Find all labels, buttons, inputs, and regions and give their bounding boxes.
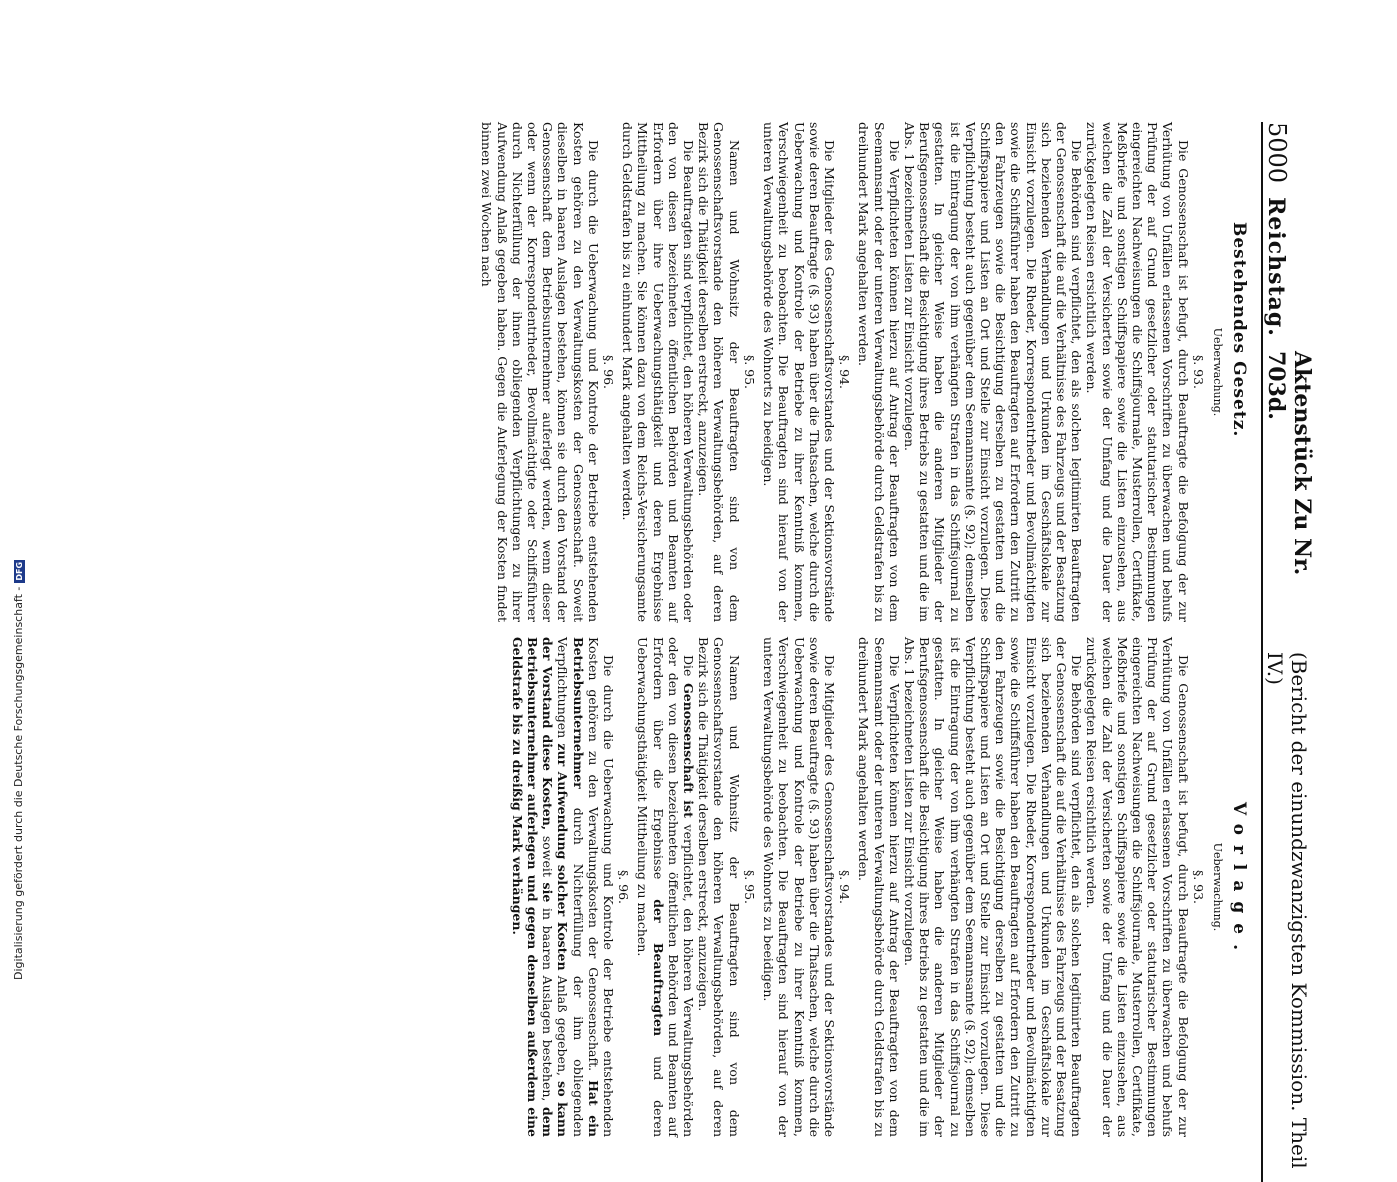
rotated-page [97,82,1315,1169]
bold-text-run: zur Aufwendung solcher Kosten [555,743,571,971]
credit-text: Digitalisierung gefördert durch die Deutsche Forschungsgemeinschaft - [12,586,25,980]
section-number: §. 95. [741,354,757,390]
text-run: Die durch die Ueberwachung und Kontrole der Betriebe entstehenden Kosten gehören zu den Verwaltungskosten der Genossenschaft. [585,637,617,1137]
paragraph [510,637,616,1137]
left-column [479,122,1225,622]
digitization-credit [12,560,25,980]
page-header [1261,122,1315,1182]
bold-text-run: dem Betriebsunternehmer auferlegen und gegen denselben außerdem eine Geldstrafe bis zu dreißig Mark verhängen. [509,637,556,1137]
text-run: soweit [540,835,556,877]
section-number: §. 94. [837,354,853,390]
section-number: §. 95. [741,869,757,905]
bold-text-run: sie [540,882,556,903]
left-column-heading: Bestehendes Gesetz. [1229,222,1249,438]
paragraph [635,637,696,1137]
right-column [510,637,1225,1137]
paragraph: Die durch die Ueberwachung und Kontrole der Betriebe entstehenden Kosten gehören zu den Verwaltungskosten der Genossenschaft. Soweit dieselben in baaren Auslagen bestehen, können sie durch den Vorstand der Genossenschaft dem Betriebsunternehmer auferlegt werden, wenn dieser oder wenn der Korrespondentrheder, Bevollmächtigte oder Schiffsführer durch Nichterfüllung der ihnen obliegenden Verpflichtungen zu ihrer Aufwendung Anlaß gegeben haben. Gegen die Auferlegung der Kosten findet binnen zwei Wochen nach [479,122,601,622]
section-subheading: Ueberwachung. [1211,327,1224,417]
dfg-logo: DFG [15,561,24,581]
section-number: §. 93. [1190,354,1206,390]
text-run: durch Nichterfüllung der ihm obliegenden Verpflichtungen [555,637,586,1137]
paragraph: Namen und Wohnsitz der Beauftragten sind von dem Genossenschaftsvorstande den höheren Verwaltungsbehörden, auf deren Bezirk sich die Thätigkeit derselben erstreckt, anzuzeigen. [696,637,742,1137]
section-number: §. 96. [616,869,632,905]
paragraph: Die Verpflichteten können hierzu auf Antrag der Beauftragten von dem Seemannsamt oder der unteren Verwaltungsbehörde durch Geldstrafen bis zu dreihundert Mark angehalten werden. [856,122,902,622]
text-run: Anlaß gegeben, [555,975,571,1076]
section-number: §. 94. [837,869,853,905]
paragraph: Die Beauftragten sind verpflichtet, den höheren Verwaltungsbehörden oder den von diesen bezeichneten öffentlichen Behörden und Beamten auf Erfordern über ihre Ueberwachungsthätigkeit und deren Ergebnisse Mittheilung zu machen. Sie können dazu von dem Reichs-Versicherungsamte durch Geldstrafen bis zu einhundert Mark angehalten werden. [620,122,697,622]
text-run: Die [681,655,697,677]
page-number: 5000 [1263,122,1291,184]
text-run: und deren Ueberwachungsthätigkeit Mittheilung zu machen. [635,637,666,1137]
right-column-heading: Vorlage. [1229,802,1249,961]
paragraph: Die Behörden sind verpflichtet, den als solchen legitimirten Beauftragten der Genossenschaft die auf die Verhältnisse des Fahrzeugs und der Besatzung sich beziehenden Verhandlungen und Urkunden im Geschäftslokale zur Einsicht vorzulegen. Die Rheder, Korrespondentrheder und Bevollmächtigten sowie die Schiffsführer haben den Beauftragten auf Erfordern den Zutritt zu den Fahrzeugen sowie die Besichtigung derselben zu gestatten und die Schiffspapiere und Listen an Ort und Stelle zur Einsicht vorzulegen. Diese Verpflichtung besteht auch gegenüber dem Seemannsamte (§. 92); demselben ist die Eintragung der von ihm verhängten Strafen in das Schiffsjournal zu gestatten. In gleicher Weise haben die anderen Mitglieder der Berufsgenossenschaft die Besichtigung ihres Betriebs zu gestatten und die im Abs. 1 bezeichneten Listen zur Einsicht vorzulegen. [901,122,1085,622]
text-run: verpflichtet, den höheren Verwaltungsbehörden oder den von diesen bezeichneten öffentlichen Behörden und Beamten auf Erfordern über die Ergebnisse [650,637,697,1137]
header-title: Reichstag. [1263,197,1289,337]
paragraph: Die Genossenschaft ist befugt, durch Beauftragte die Befolgung der zur Verhütung von Unfällen erlassenen Vorschriften zu überwachen und behufs Prüfung der auf Grund gesetzlicher oder statutarischer Bestimmungen eingereichten Nachweisungen die Schiffsjournale, Musterrollen, Certifikate, Meßbriefe und sonstigen Schiffspapiere sowie die Listen einzusehen, aus welchen die Zahl der Versicherten sowie der Umfang und die Dauer der zurückgelegten Reisen ersichtlich werden. [1084,637,1191,1137]
paragraph: Die Mitglieder des Genossenschaftsvorstandes und der Sektionsvorstände sowie deren Beauftragte (§. 93) haben über die Thatsachen, welche durch die Ueberwachung und Kontrole der Betriebe zu ihrer Kenntniß kommen, Verschwiegenheit zu beobachten. Die Beauftragten sind hierauf von der unteren Verwaltungsbehörde des Wohnorts zu beeidigen. [761,122,837,622]
paragraph: Namen und Wohnsitz der Beauftragten sind von dem Genossenschaftsvorstande den höheren Verwaltungsbehörden, auf deren Bezirk sich die Thätigkeit derselben erstreckt, anzuzeigen. [696,122,742,622]
bold-text-run: so kann der Vorstand diese Kosten, [540,637,571,1138]
section-subheading: Ueberwachung. [1211,842,1224,932]
section-number: §. 93. [1190,869,1206,905]
bold-text-run: Hat ein Betriebsunternehmer [570,637,601,1137]
paragraph: Die Genossenschaft ist befugt, durch Beauftragte die Befolgung der zur Verhütung von Unfällen erlassenen Vorschriften zu überwachen und behufs Prüfung der auf Grund gesetzlicher oder statutarischer Bestimmungen eingereichten Nachweisungen die Schiffsjournale, Musterrollen, Certifikate, Meßbriefe und sonstigen Schiffspapiere sowie die Listen einzusehen, aus welchen die Zahl der Versicherten sowie der Umfang und die Dauer der zurückgelegten Reisen ersichtlich werden. [1084,122,1191,622]
bold-text-run: Genossenschaft ist [681,683,697,818]
bold-text-run: der Beauftragten [650,899,666,1037]
paragraph: Die Behörden sind verpflichtet, den als solchen legitimirten Beauftragten der Genossenschaft die auf die Verhältnisse des Fahrzeugs und der Besatzung sich beziehenden Verhandlungen und Urkunden im Geschäftslokale zur Einsicht vorzulegen. Die Rheder, Korrespondentrheder und Bevollmächtigten sowie die Schiffsführer haben den Beauftragten auf Erfordern den Zutritt zu den Fahrzeugen sowie die Besichtigung derselben zu gestatten und die Schiffspapiere und Listen an Ort und Stelle zur Einsicht vorzulegen. Diese Verpflichtung besteht auch gegenüber dem Seemannsamte (§. 92); demselben ist die Eintragung der von ihm verhängten Strafen in das Schiffsjournal zu gestatten. In gleicher Weise haben die anderen Mitglieder der Berufsgenossenschaft die Besichtigung ihres Betriebs zu gestatten und die im Abs. 1 bezeichneten Listen zur Einsicht vorzulegen. [901,637,1085,1137]
paragraph: Die Verpflichteten können hierzu auf Antrag der Beauftragten von dem Seemannsamt oder der unteren Verwaltungsbehörde durch Geldstrafen bis zu dreihundert Mark angehalten werden. [856,637,902,1137]
document-page [197,82,1315,1169]
header-subtitle: Aktenstück Zu Nr. 703d. [1263,350,1315,576]
header-rest: (Bericht der einundzwanzigsten Kommission. Theil IV.) [1263,651,1311,1169]
section-number: §. 96. [601,354,617,390]
text-run: in baaren Auslagen bestehen, [540,907,556,1102]
paragraph: Die Mitglieder des Genossenschaftsvorstandes und der Sektionsvorstände sowie deren Beauftragte (§. 93) haben über die Thatsachen, welche durch die Ueberwachung und Kontrole der Betriebe zu ihrer Kenntniß kommen, Verschwiegenheit zu beobachten. Die Beauftragten sind hierauf von der unteren Verwaltungsbehörde des Wohnorts zu beeidigen. [761,637,837,1137]
